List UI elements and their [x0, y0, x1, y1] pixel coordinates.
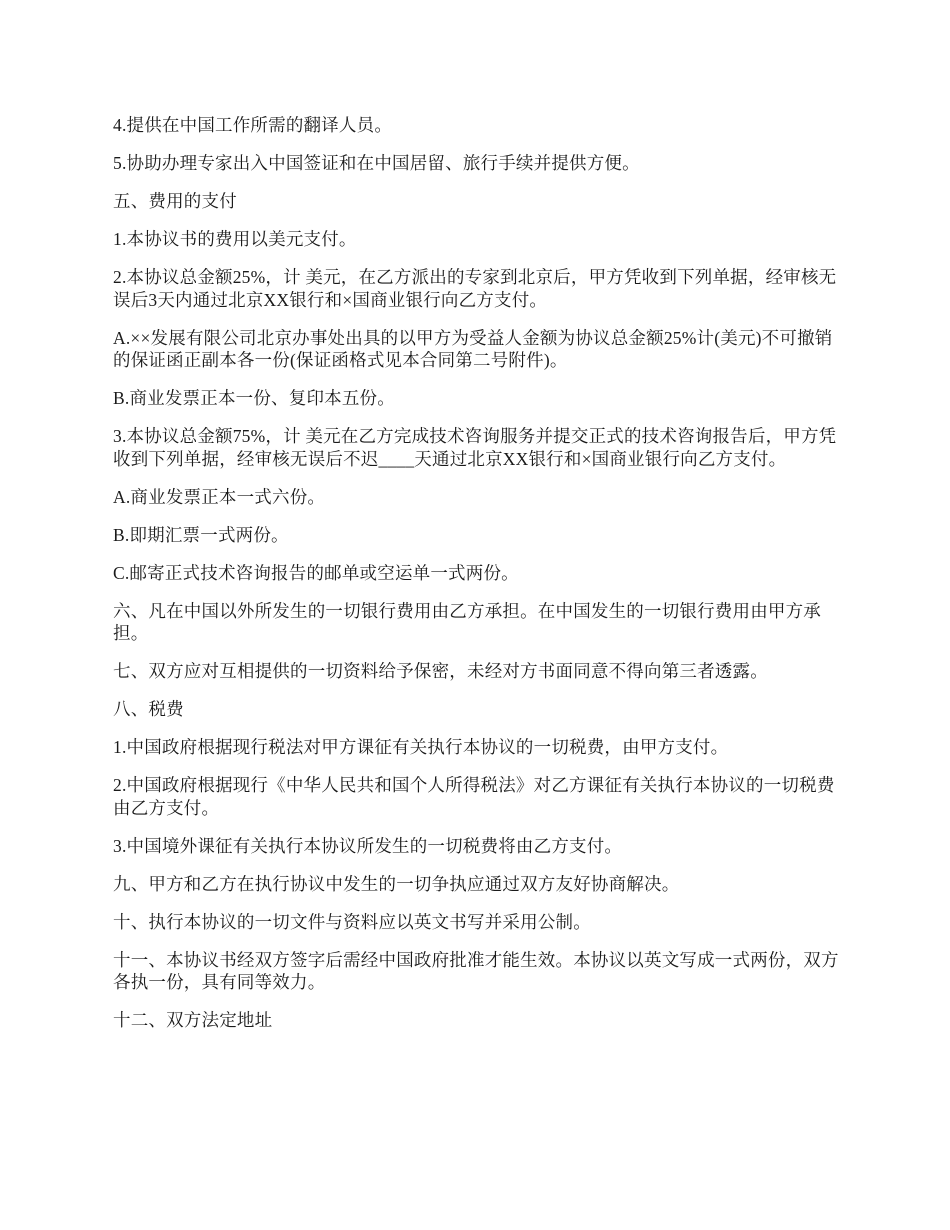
- section-heading-payment: 五、费用的支付: [113, 191, 237, 211]
- paragraph-payment-second-installment: 3.本协议总金额75%，计 美元在乙方完成技术咨询服务并提交正式的技术咨询报告后，甲方凭收到下列单据，经审核无误后不迟____天通过北京XX银行和×国商业银行向乙方支付。: [113, 426, 837, 469]
- section-language-units: 十、执行本协议的一切文件与资料应以英文书写并采用公制。: [113, 911, 591, 932]
- paragraph-tax-overseas: 3.中国境外课征有关执行本协议所发生的一切税费将由乙方支付。: [113, 835, 623, 856]
- paragraph-commercial-invoice: B.商业发票正本一份、复印本五份。: [113, 388, 395, 408]
- section-effectiveness: 十一、本协议书经双方签字后需经中国政府批准才能生效。本协议以英文写成一式两份，双方各执一份，具有同等效力。: [113, 949, 839, 992]
- paragraph-sight-draft: B.即期汇票一式两份。: [113, 524, 289, 545]
- paragraph-visa-assistance: 5.协助办理专家出入中国签证和在中国居留、旅行手续并提供方便。: [113, 153, 640, 173]
- paragraph-airway-bill: C.邮寄正式技术咨询报告的邮单或空运单一式两份。: [113, 562, 519, 583]
- paragraph-guarantee-letter: A.××发展有限公司北京办事处出具的以甲方为受益人金额为协议总金额25%计(美元)不可撤销的保证函正副本各一份(保证函格式见本合同第二号附件)。: [113, 327, 833, 370]
- paragraph-invoice-six-copies: A.商业发票正本一式六份。: [113, 486, 326, 507]
- paragraph-payment-first-installment: 2.本协议总金额25%，计 美元，在乙方派出的专家到北京后，甲方凭收到下列单据，经审核无误后3天内通过北京XX银行和×国商业银行向乙方支付。: [113, 267, 837, 310]
- section-heading-taxes: 八、税费: [113, 699, 184, 719]
- section-dispute-resolution: 九、甲方和乙方在执行协议中发生的一切争执应通过双方友好协商解决。: [113, 873, 680, 894]
- section-confidentiality: 七、双方应对互相提供的一切资料给予保密，未经对方书面同意不得向第三者透露。: [113, 661, 768, 681]
- document-body: [113, 114, 843, 1047]
- paragraph-tax-party-b: 2.中国政府根据现行《中华人民共和国个人所得税法》对乙方课征有关执行本协议的一切税费由乙方支付。: [113, 775, 835, 818]
- paragraph-payment-currency: 1.本协议书的费用以美元支付。: [113, 229, 357, 249]
- paragraph-tax-party-a: 1.中国政府根据现行税法对甲方课征有关执行本协议的一切税费，由甲方支付。: [113, 737, 729, 757]
- section-bank-charges: 六、凡在中国以外所发生的一切银行费用由乙方承担。在中国发生的一切银行费用由甲方承担。: [113, 600, 821, 643]
- section-legal-addresses: 十二、双方法定地址: [113, 1010, 273, 1030]
- paragraph-training-interpreters: 4.提供在中国工作所需的翻译人员。: [113, 115, 393, 135]
